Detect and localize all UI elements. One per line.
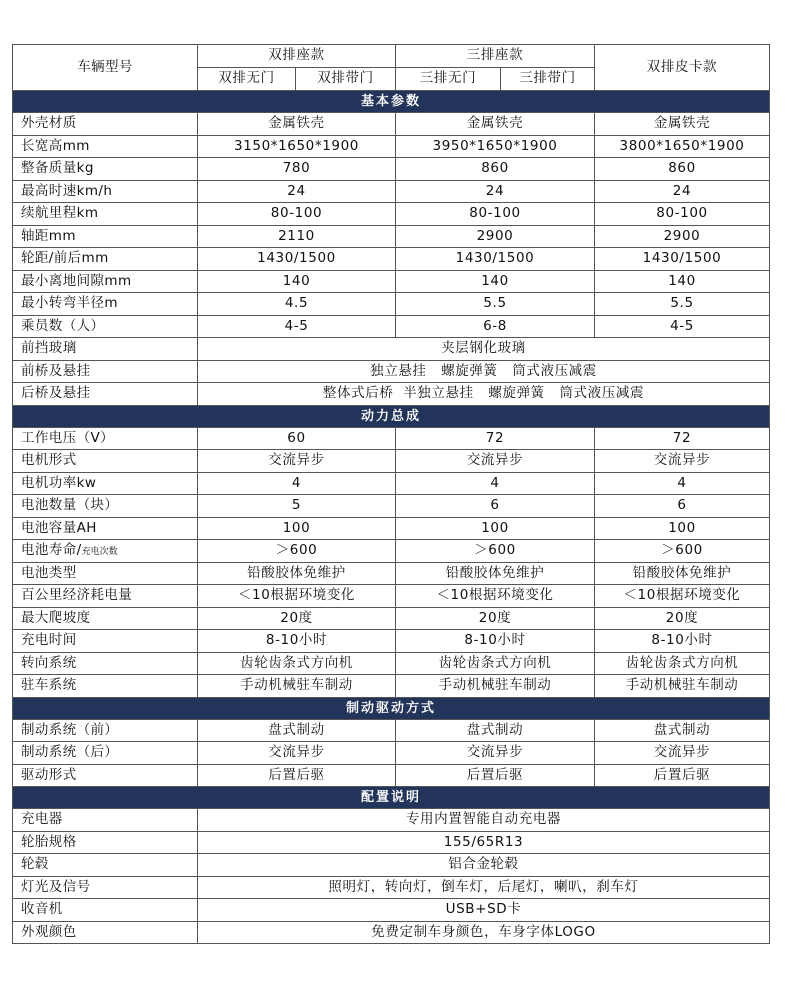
spec-value-pickup: 5.5 bbox=[595, 293, 770, 316]
spec-label: 充电器 bbox=[13, 809, 198, 832]
spec-value-merged: 夹层钢化玻璃 bbox=[198, 338, 770, 361]
spec-value-triple: 5.5 bbox=[396, 293, 595, 316]
spec-label bbox=[13, 495, 198, 518]
spec-value-double: 金属铁壳 bbox=[198, 113, 396, 136]
spec-label bbox=[13, 630, 198, 653]
spec-value-pickup: 4-5 bbox=[595, 315, 770, 338]
spec-value-triple: ＜10根据环境变化 bbox=[396, 585, 595, 608]
spec-label-text: 电机功率kw bbox=[21, 474, 97, 491]
spec-row bbox=[13, 113, 770, 136]
spec-label bbox=[13, 315, 198, 338]
spec-value-double: 盘式制动 bbox=[198, 719, 396, 742]
group-header-triple: 三排座款 bbox=[396, 45, 595, 68]
spec-value-merged: 专用内置智能自动充电器 bbox=[198, 809, 770, 832]
spec-value-double: 4.5 bbox=[198, 293, 396, 316]
spec-label bbox=[13, 248, 198, 271]
spec-label bbox=[13, 450, 198, 473]
spec-row bbox=[13, 180, 770, 203]
spec-label bbox=[13, 540, 198, 563]
spec-label: 后桥及悬挂 bbox=[13, 383, 198, 406]
spec-value-pickup: ＞600 bbox=[595, 540, 770, 563]
spec-value-double: 3150*1650*1900 bbox=[198, 135, 396, 158]
spec-value-double: 4 bbox=[198, 472, 396, 495]
spec-value-double: 4-5 bbox=[198, 315, 396, 338]
section-title: 动力总成 bbox=[13, 405, 770, 427]
spec-row bbox=[13, 562, 770, 585]
spec-value-triple: 金属铁壳 bbox=[396, 113, 595, 136]
spec-label bbox=[13, 562, 198, 585]
spec-value-triple: 80-100 bbox=[396, 203, 595, 226]
spec-value-pickup: 6 bbox=[595, 495, 770, 518]
variant-header: 三排带门 bbox=[501, 68, 595, 91]
spec-label bbox=[13, 427, 198, 450]
spec-label-text: 制动系统（后） bbox=[21, 744, 119, 760]
spec-label-text: 长宽高mm bbox=[21, 137, 90, 154]
spec-value-pickup: 4 bbox=[595, 472, 770, 495]
spec-value-double: 8-10小时 bbox=[198, 630, 396, 653]
spec-value-double: 100 bbox=[198, 517, 396, 540]
spec-row bbox=[13, 607, 770, 630]
spec-label bbox=[13, 135, 198, 158]
spec-value-pickup: ＜10根据环境变化 bbox=[595, 585, 770, 608]
spec-label-text: 电池寿命/ bbox=[21, 542, 82, 558]
spec-value-pickup: 2900 bbox=[595, 225, 770, 248]
spec-label: 外观颜色 bbox=[13, 921, 198, 944]
spec-value-double: 铅酸胶体免维护 bbox=[198, 562, 396, 585]
spec-value-pickup: 72 bbox=[595, 427, 770, 450]
spec-value-double: 140 bbox=[198, 270, 396, 293]
spec-label-text: 轮距/前后mm bbox=[21, 250, 109, 266]
spec-label bbox=[13, 225, 198, 248]
spec-label-text: 最大爬坡度 bbox=[21, 609, 91, 626]
spec-row bbox=[13, 315, 770, 338]
spec-value-triple: 手动机械驻车制动 bbox=[396, 675, 595, 698]
spec-label-text: 电池类型 bbox=[21, 564, 77, 581]
spec-value-double: 2110 bbox=[198, 225, 396, 248]
spec-value-double: 20度 bbox=[198, 607, 396, 630]
spec-value-pickup: 盘式制动 bbox=[595, 719, 770, 742]
spec-row bbox=[13, 764, 770, 787]
spec-row-merged bbox=[13, 876, 770, 899]
section-header-row bbox=[13, 787, 770, 809]
section-title: 制动驱动方式 bbox=[13, 697, 770, 719]
header-row-top bbox=[13, 45, 770, 68]
spec-label bbox=[13, 472, 198, 495]
spec-row bbox=[13, 540, 770, 563]
spec-value-triple: 8-10小时 bbox=[396, 630, 595, 653]
spec-label bbox=[13, 203, 198, 226]
group-header-double: 双排座款 bbox=[198, 45, 396, 68]
spec-row-merged bbox=[13, 338, 770, 361]
spec-label-text: 驻车系统 bbox=[21, 677, 77, 693]
spec-value-double: 手动机械驻车制动 bbox=[198, 675, 396, 698]
spec-value-double: 5 bbox=[198, 495, 396, 518]
spec-label: 前挡玻璃 bbox=[13, 338, 198, 361]
spec-value-triple: 交流异步 bbox=[396, 742, 595, 765]
spec-label: 灯光及信号 bbox=[13, 876, 198, 899]
spec-value-double: 齿轮齿条式方向机 bbox=[198, 652, 396, 675]
spec-label-text: 驱动形式 bbox=[21, 766, 77, 783]
spec-row-merged bbox=[13, 921, 770, 944]
spec-row-merged bbox=[13, 383, 770, 406]
spec-value-pickup: 金属铁壳 bbox=[595, 113, 770, 136]
spec-value-double: 1430/1500 bbox=[198, 248, 396, 271]
spec-label bbox=[13, 180, 198, 203]
spec-value-pickup: 齿轮齿条式方向机 bbox=[595, 652, 770, 675]
spec-row bbox=[13, 495, 770, 518]
spec-value-triple: 铅酸胶体免维护 bbox=[396, 562, 595, 585]
spec-value-merged: 整体式后桥 半独立悬挂 螺旋弹簧 筒式液压减震 bbox=[198, 383, 770, 406]
spec-value-pickup: 后置后驱 bbox=[595, 764, 770, 787]
spec-label bbox=[13, 113, 198, 136]
spec-value-triple: 盘式制动 bbox=[396, 719, 595, 742]
spec-row bbox=[13, 742, 770, 765]
spec-value-triple: 100 bbox=[396, 517, 595, 540]
spec-label-text: 充电时间 bbox=[21, 632, 77, 648]
spec-row bbox=[13, 719, 770, 742]
spec-value-pickup: 140 bbox=[595, 270, 770, 293]
variant-header: 双排无门 bbox=[198, 68, 296, 91]
spec-label-text: 转向系统 bbox=[21, 654, 77, 671]
spec-value-triple: 6 bbox=[396, 495, 595, 518]
spec-label bbox=[13, 293, 198, 316]
spec-label-note: 充电次数 bbox=[81, 547, 118, 557]
spec-value-double: 80-100 bbox=[198, 203, 396, 226]
spec-value-double: ＜10根据环境变化 bbox=[198, 585, 396, 608]
spec-label: 轮胎规格 bbox=[13, 831, 198, 854]
spec-value-double: 780 bbox=[198, 158, 396, 181]
spec-value-triple: 72 bbox=[396, 427, 595, 450]
spec-value-pickup: 8-10小时 bbox=[595, 630, 770, 653]
spec-value-triple: 2900 bbox=[396, 225, 595, 248]
section-title: 配置说明 bbox=[13, 787, 770, 809]
spec-label-text: 乘员数（人） bbox=[21, 317, 105, 334]
spec-value-double: ＞600 bbox=[198, 540, 396, 563]
spec-value-double: 交流异步 bbox=[198, 742, 396, 765]
spec-value-triple: 20度 bbox=[396, 607, 595, 630]
spec-label-text: 电池数量（块） bbox=[21, 497, 119, 513]
variant-header: 三排无门 bbox=[396, 68, 501, 91]
spec-row bbox=[13, 135, 770, 158]
spec-table bbox=[12, 44, 770, 944]
spec-value-triple: 4 bbox=[396, 472, 595, 495]
spec-value-triple: 后置后驱 bbox=[396, 764, 595, 787]
spec-value-pickup: 1430/1500 bbox=[595, 248, 770, 271]
spec-label-text: 最小离地间隙mm bbox=[21, 272, 132, 289]
section-header-row bbox=[13, 405, 770, 427]
spec-value-merged: 照明灯，转向灯，倒车灯，后尾灯，喇叭，刹车灯 bbox=[198, 876, 770, 899]
spec-label-text: 工作电压（V） bbox=[21, 429, 115, 446]
spec-row-merged bbox=[13, 360, 770, 383]
spec-value-merged: 免费定制车身颜色，车身字体LOGO bbox=[198, 921, 770, 944]
spec-value-triple: 6-8 bbox=[396, 315, 595, 338]
spec-label: 轮毂 bbox=[13, 854, 198, 877]
spec-label-text: 最高时速km/h bbox=[21, 182, 113, 199]
spec-label bbox=[13, 270, 198, 293]
spec-row-merged bbox=[13, 809, 770, 832]
variant-header: 双排带门 bbox=[296, 68, 396, 91]
spec-value-merged: 155/65R13 bbox=[198, 831, 770, 854]
spec-label bbox=[13, 742, 198, 765]
spec-label bbox=[13, 764, 198, 787]
spec-value-pickup: 100 bbox=[595, 517, 770, 540]
spec-label: 收音机 bbox=[13, 899, 198, 922]
spec-label bbox=[13, 607, 198, 630]
spec-label-text: 最小转弯半径m bbox=[21, 295, 118, 311]
spec-value-pickup: 860 bbox=[595, 158, 770, 181]
section-title: 基本参数 bbox=[13, 91, 770, 113]
spec-value-triple: 1430/1500 bbox=[396, 248, 595, 271]
spec-label-text: 制动系统（前） bbox=[21, 721, 119, 738]
spec-value-triple: ＞600 bbox=[396, 540, 595, 563]
spec-row bbox=[13, 270, 770, 293]
spec-row bbox=[13, 427, 770, 450]
spec-value-double: 后置后驱 bbox=[198, 764, 396, 787]
spec-label-text: 电机形式 bbox=[21, 452, 77, 468]
group-header-pickup: 双排皮卡款 bbox=[595, 45, 770, 91]
spec-row bbox=[13, 158, 770, 181]
spec-row bbox=[13, 517, 770, 540]
spec-value-merged: 独立悬挂 螺旋弹簧 筒式液压减震 bbox=[198, 360, 770, 383]
spec-label bbox=[13, 517, 198, 540]
spec-label: 前桥及悬挂 bbox=[13, 360, 198, 383]
spec-label bbox=[13, 719, 198, 742]
spec-value-pickup: 80-100 bbox=[595, 203, 770, 226]
spec-value-pickup: 铅酸胶体免维护 bbox=[595, 562, 770, 585]
spec-row bbox=[13, 652, 770, 675]
spec-row bbox=[13, 585, 770, 608]
spec-value-triple: 24 bbox=[396, 180, 595, 203]
spec-row bbox=[13, 248, 770, 271]
spec-value-merged: 铝合金轮毂 bbox=[198, 854, 770, 877]
spec-value-pickup: 交流异步 bbox=[595, 450, 770, 473]
spec-label-text: 电池容量AH bbox=[21, 519, 97, 536]
spec-value-pickup: 24 bbox=[595, 180, 770, 203]
spec-value-pickup: 3800*1650*1900 bbox=[595, 135, 770, 158]
model-label: 车辆型号 bbox=[13, 45, 198, 91]
spec-value-triple: 860 bbox=[396, 158, 595, 181]
spec-label-text: 整备质量kg bbox=[21, 160, 94, 176]
spec-label-text: 续航里程km bbox=[21, 205, 99, 221]
spec-value-double: 60 bbox=[198, 427, 396, 450]
section-header-row bbox=[13, 91, 770, 113]
spec-value-double: 24 bbox=[198, 180, 396, 203]
spec-label bbox=[13, 158, 198, 181]
spec-label-text: 百公里经济耗电量 bbox=[21, 587, 133, 603]
spec-value-pickup: 20度 bbox=[595, 607, 770, 630]
section-header-row bbox=[13, 697, 770, 719]
spec-value-pickup: 交流异步 bbox=[595, 742, 770, 765]
spec-row bbox=[13, 450, 770, 473]
spec-value-triple: 3950*1650*1900 bbox=[396, 135, 595, 158]
spec-value-triple: 齿轮齿条式方向机 bbox=[396, 652, 595, 675]
spec-row bbox=[13, 630, 770, 653]
spec-row bbox=[13, 675, 770, 698]
spec-label bbox=[13, 675, 198, 698]
spec-row bbox=[13, 472, 770, 495]
spec-value-triple: 交流异步 bbox=[396, 450, 595, 473]
spec-label bbox=[13, 585, 198, 608]
spec-value-merged: USB+SD卡 bbox=[198, 899, 770, 922]
spec-value-triple: 140 bbox=[396, 270, 595, 293]
spec-value-double: 交流异步 bbox=[198, 450, 396, 473]
spec-row-merged bbox=[13, 854, 770, 877]
spec-row bbox=[13, 293, 770, 316]
spec-label-text: 外壳材质 bbox=[21, 115, 77, 131]
spec-row-merged bbox=[13, 831, 770, 854]
spec-row-merged bbox=[13, 899, 770, 922]
spec-label bbox=[13, 652, 198, 675]
spec-row bbox=[13, 203, 770, 226]
spec-row bbox=[13, 225, 770, 248]
spec-label-text: 轴距mm bbox=[21, 227, 76, 244]
spec-value-pickup: 手动机械驻车制动 bbox=[595, 675, 770, 698]
